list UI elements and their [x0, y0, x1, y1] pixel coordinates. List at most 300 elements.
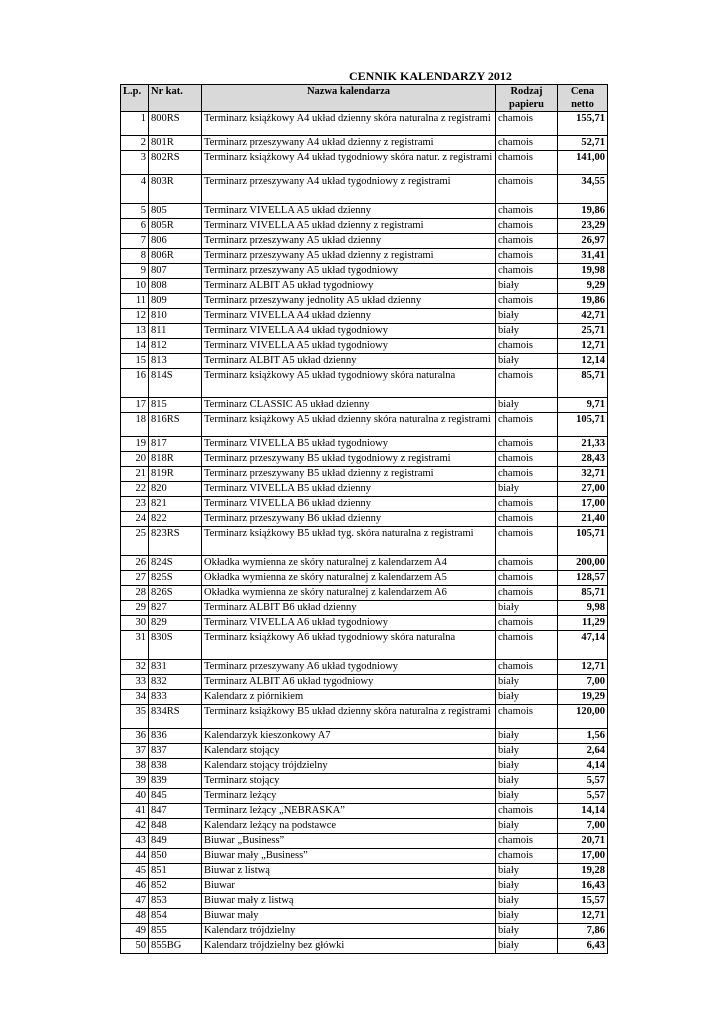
net-price-cell: 9,71: [558, 398, 608, 413]
table-row: [121, 571, 608, 586]
table-row: [121, 437, 608, 452]
catalog-number-cell: 847: [149, 804, 202, 819]
row-number-cell: 4: [121, 175, 149, 204]
calendar-name-cell: Terminarz leżący: [202, 789, 496, 804]
paper-type-cell: chamois: [496, 249, 558, 264]
table-row: [121, 151, 608, 175]
net-price-cell: 28,43: [558, 452, 608, 467]
row-number-cell: 39: [121, 774, 149, 789]
calendar-name-cell: Terminarz VIVELLA A6 układ tygodniowy: [202, 616, 496, 631]
net-price-cell: 31,41: [558, 249, 608, 264]
paper-type-cell: biały: [496, 398, 558, 413]
paper-type-cell: biały: [496, 729, 558, 744]
net-price-cell: 25,71: [558, 324, 608, 339]
table-row: [121, 234, 608, 249]
table-row: [121, 556, 608, 571]
header-catalog-number: Nr kat.: [149, 85, 202, 112]
row-number-cell: 24: [121, 512, 149, 527]
net-price-cell: 21,40: [558, 512, 608, 527]
table-row: [121, 467, 608, 482]
table-row: [121, 279, 608, 294]
row-number-cell: 14: [121, 339, 149, 354]
table-row: [121, 354, 608, 369]
net-price-cell: 14,14: [558, 804, 608, 819]
catalog-number-cell: 849: [149, 834, 202, 849]
paper-type-cell: chamois: [496, 175, 558, 204]
paper-type-cell: biały: [496, 354, 558, 369]
row-number-cell: 45: [121, 864, 149, 879]
calendar-name-cell: Terminarz VIVELLA A4 układ tygodniowy: [202, 324, 496, 339]
table-row: [121, 924, 608, 939]
table-row: [121, 804, 608, 819]
row-number-cell: 32: [121, 660, 149, 675]
row-number-cell: 27: [121, 571, 149, 586]
calendar-name-cell: Terminarz ALBIT A5 układ tygodniowy: [202, 279, 496, 294]
catalog-number-cell: 837: [149, 744, 202, 759]
catalog-number-cell: 853: [149, 894, 202, 909]
paper-type-cell: biały: [496, 675, 558, 690]
calendar-name-cell: Terminarz VIVELLA A5 układ dzienny z registrami: [202, 219, 496, 234]
table-row: [121, 631, 608, 660]
table-row: [121, 675, 608, 690]
paper-type-cell: chamois: [496, 204, 558, 219]
net-price-cell: 26,97: [558, 234, 608, 249]
paper-type-cell: biały: [496, 819, 558, 834]
row-number-cell: 31: [121, 631, 149, 660]
calendar-name-cell: Kalendarz leżący na podstawce: [202, 819, 496, 834]
net-price-cell: 21,33: [558, 437, 608, 452]
paper-type-cell: biały: [496, 909, 558, 924]
net-price-cell: 2,64: [558, 744, 608, 759]
catalog-number-cell: 826S: [149, 586, 202, 601]
net-price-cell: 19,86: [558, 294, 608, 309]
net-price-cell: 19,98: [558, 264, 608, 279]
paper-type-cell: biały: [496, 864, 558, 879]
page-title: CENNIK KALENDARZY 2012: [349, 69, 512, 83]
net-price-cell: 16,43: [558, 879, 608, 894]
net-price-cell: 85,71: [558, 586, 608, 601]
calendar-name-cell: Terminarz leżący „NEBRASKA”: [202, 804, 496, 819]
table-row: [121, 601, 608, 616]
catalog-number-cell: 827: [149, 601, 202, 616]
paper-type-cell: chamois: [496, 151, 558, 175]
calendar-name-cell: Terminarz ALBIT A6 układ tygodniowy: [202, 675, 496, 690]
catalog-number-cell: 830S: [149, 631, 202, 660]
calendar-name-cell: Okładka wymienna ze skóry naturalnej z kalendarzem A6: [202, 586, 496, 601]
paper-type-cell: chamois: [496, 616, 558, 631]
catalog-number-cell: 824S: [149, 556, 202, 571]
catalog-number-cell: 816RS: [149, 413, 202, 437]
paper-type-cell: chamois: [496, 527, 558, 556]
table-row: [121, 294, 608, 309]
calendar-name-cell: Kalendarz stojący trójdzielny: [202, 759, 496, 774]
paper-type-cell: biały: [496, 924, 558, 939]
net-price-cell: 120,00: [558, 705, 608, 729]
table-row: [121, 369, 608, 398]
calendar-name-cell: Terminarz przeszywany A6 układ tygodniowy: [202, 660, 496, 675]
net-price-cell: 5,57: [558, 789, 608, 804]
net-price-cell: 52,71: [558, 136, 608, 151]
paper-type-cell: biały: [496, 690, 558, 705]
net-price-cell: 12,14: [558, 354, 608, 369]
paper-type-cell: chamois: [496, 136, 558, 151]
catalog-number-cell: 817: [149, 437, 202, 452]
row-number-cell: 25: [121, 527, 149, 556]
paper-type-cell: chamois: [496, 264, 558, 279]
paper-type-cell: chamois: [496, 112, 558, 136]
row-number-cell: 38: [121, 759, 149, 774]
calendar-name-cell: Biuwar mały: [202, 909, 496, 924]
table-row: [121, 819, 608, 834]
table-row: [121, 660, 608, 675]
catalog-number-cell: 805R: [149, 219, 202, 234]
paper-type-cell: chamois: [496, 219, 558, 234]
net-price-cell: 23,29: [558, 219, 608, 234]
net-price-cell: 4,14: [558, 759, 608, 774]
paper-type-cell: chamois: [496, 834, 558, 849]
row-number-cell: 36: [121, 729, 149, 744]
catalog-number-cell: 800RS: [149, 112, 202, 136]
paper-type-cell: biały: [496, 482, 558, 497]
table-row: [121, 249, 608, 264]
table-row: [121, 690, 608, 705]
paper-type-cell: chamois: [496, 804, 558, 819]
table-row: [121, 482, 608, 497]
header-net-price: Cena netto: [558, 85, 608, 112]
paper-type-cell: biały: [496, 879, 558, 894]
net-price-cell: 6,43: [558, 939, 608, 954]
table-row: [121, 729, 608, 744]
net-price-cell: 1,56: [558, 729, 608, 744]
row-number-cell: 7: [121, 234, 149, 249]
table-row: [121, 512, 608, 527]
catalog-number-cell: 821: [149, 497, 202, 512]
net-price-cell: 47,14: [558, 631, 608, 660]
catalog-number-cell: 822: [149, 512, 202, 527]
catalog-number-cell: 801R: [149, 136, 202, 151]
net-price-cell: 155,71: [558, 112, 608, 136]
calendar-name-cell: Terminarz przeszywany jednolity A5 układ dzienny: [202, 294, 496, 309]
row-number-cell: 23: [121, 497, 149, 512]
net-price-cell: 19,86: [558, 204, 608, 219]
catalog-number-cell: 819R: [149, 467, 202, 482]
paper-type-cell: biały: [496, 894, 558, 909]
net-price-cell: 27,00: [558, 482, 608, 497]
header-paper-type: Rodzaj papieru: [496, 85, 558, 112]
row-number-cell: 37: [121, 744, 149, 759]
catalog-number-cell: 809: [149, 294, 202, 309]
paper-type-cell: chamois: [496, 294, 558, 309]
catalog-number-cell: 806R: [149, 249, 202, 264]
net-price-cell: 141,00: [558, 151, 608, 175]
table-row: [121, 879, 608, 894]
catalog-number-cell: 855: [149, 924, 202, 939]
calendar-name-cell: Terminarz książkowy A5 układ tygodniowy skóra naturalna: [202, 369, 496, 398]
calendar-name-cell: Terminarz przeszywany A5 układ dzienny z registrami: [202, 249, 496, 264]
table-header-row: [121, 85, 608, 112]
table-row: [121, 136, 608, 151]
calendar-name-cell: Terminarz książkowy A5 układ dzienny skóra naturalna z registrami: [202, 413, 496, 437]
paper-type-cell: biały: [496, 744, 558, 759]
catalog-number-cell: 823RS: [149, 527, 202, 556]
row-number-cell: 50: [121, 939, 149, 954]
catalog-number-cell: 806: [149, 234, 202, 249]
paper-type-cell: chamois: [496, 586, 558, 601]
paper-type-cell: biały: [496, 601, 558, 616]
net-price-cell: 105,71: [558, 527, 608, 556]
catalog-number-cell: 807: [149, 264, 202, 279]
row-number-cell: 3: [121, 151, 149, 175]
net-price-cell: 32,71: [558, 467, 608, 482]
calendar-name-cell: Terminarz przeszywany B5 układ dzienny z registrami: [202, 467, 496, 482]
calendar-name-cell: Terminarz stojący: [202, 774, 496, 789]
net-price-cell: 15,57: [558, 894, 608, 909]
calendar-name-cell: Terminarz przeszywany A5 układ dzienny: [202, 234, 496, 249]
net-price-cell: 17,00: [558, 497, 608, 512]
paper-type-cell: chamois: [496, 512, 558, 527]
catalog-number-cell: 803R: [149, 175, 202, 204]
calendar-name-cell: Biuwar z listwą: [202, 864, 496, 879]
row-number-cell: 21: [121, 467, 149, 482]
catalog-number-cell: 836: [149, 729, 202, 744]
table-row: [121, 309, 608, 324]
row-number-cell: 29: [121, 601, 149, 616]
row-number-cell: 35: [121, 705, 149, 729]
row-number-cell: 17: [121, 398, 149, 413]
row-number-cell: 12: [121, 309, 149, 324]
calendar-name-cell: Kalendarz trójdzielny: [202, 924, 496, 939]
catalog-number-cell: 848: [149, 819, 202, 834]
header-calendar-name: Nazwa kalendarza: [202, 85, 496, 112]
table-row: [121, 789, 608, 804]
calendar-name-cell: Kalendarz trójdzielny bez główki: [202, 939, 496, 954]
calendar-name-cell: Terminarz przeszywany A4 układ dzienny z registrami: [202, 136, 496, 151]
table-row: [121, 339, 608, 354]
catalog-number-cell: 814S: [149, 369, 202, 398]
row-number-cell: 20: [121, 452, 149, 467]
row-number-cell: 30: [121, 616, 149, 631]
calendar-name-cell: Terminarz CLASSIC A5 układ dzienny: [202, 398, 496, 413]
table-row: [121, 894, 608, 909]
row-number-cell: 11: [121, 294, 149, 309]
table-row: [121, 759, 608, 774]
catalog-number-cell: 805: [149, 204, 202, 219]
calendar-name-cell: Terminarz książkowy A4 układ tygodniowy skóra natur. z registrami: [202, 151, 496, 175]
calendar-name-cell: Biuwar mały z listwą: [202, 894, 496, 909]
table-row: [121, 175, 608, 204]
row-number-cell: 26: [121, 556, 149, 571]
catalog-number-cell: 851: [149, 864, 202, 879]
calendar-name-cell: Terminarz VIVELLA A5 układ tygodniowy: [202, 339, 496, 354]
catalog-number-cell: 815: [149, 398, 202, 413]
paper-type-cell: chamois: [496, 452, 558, 467]
catalog-number-cell: 808: [149, 279, 202, 294]
table-row: [121, 497, 608, 512]
catalog-number-cell: 812: [149, 339, 202, 354]
row-number-cell: 28: [121, 586, 149, 601]
paper-type-cell: chamois: [496, 339, 558, 354]
paper-type-cell: chamois: [496, 413, 558, 437]
row-number-cell: 43: [121, 834, 149, 849]
table-row: [121, 834, 608, 849]
calendar-name-cell: Terminarz książkowy B5 układ dzienny skóra naturalna z registrami: [202, 705, 496, 729]
table-row: [121, 452, 608, 467]
row-number-cell: 34: [121, 690, 149, 705]
table-row: [121, 744, 608, 759]
paper-type-cell: biały: [496, 309, 558, 324]
catalog-number-cell: 852: [149, 879, 202, 894]
catalog-number-cell: 838: [149, 759, 202, 774]
net-price-cell: 19,29: [558, 690, 608, 705]
calendar-name-cell: Terminarz książkowy A6 układ tygodniowy skóra naturalna: [202, 631, 496, 660]
table-row: [121, 705, 608, 729]
catalog-number-cell: 825S: [149, 571, 202, 586]
paper-type-cell: chamois: [496, 234, 558, 249]
net-price-cell: 11,29: [558, 616, 608, 631]
row-number-cell: 19: [121, 437, 149, 452]
row-number-cell: 44: [121, 849, 149, 864]
row-number-cell: 5: [121, 204, 149, 219]
row-number-cell: 48: [121, 909, 149, 924]
net-price-cell: 9,98: [558, 601, 608, 616]
catalog-number-cell: 855BG: [149, 939, 202, 954]
catalog-number-cell: 829: [149, 616, 202, 631]
net-price-cell: 7,00: [558, 819, 608, 834]
table-row: [121, 398, 608, 413]
calendar-name-cell: Terminarz książkowy A4 układ dzienny skóra naturalna z registrami: [202, 112, 496, 136]
net-price-cell: 12,71: [558, 339, 608, 354]
row-number-cell: 22: [121, 482, 149, 497]
calendar-name-cell: Biuwar mały „Business”: [202, 849, 496, 864]
net-price-cell: 105,71: [558, 413, 608, 437]
net-price-cell: 20,71: [558, 834, 608, 849]
catalog-number-cell: 818R: [149, 452, 202, 467]
paper-type-cell: chamois: [496, 660, 558, 675]
net-price-cell: 7,86: [558, 924, 608, 939]
table-row: [121, 264, 608, 279]
calendar-name-cell: Terminarz VIVELLA A4 układ dzienny: [202, 309, 496, 324]
net-price-cell: 7,00: [558, 675, 608, 690]
row-number-cell: 49: [121, 924, 149, 939]
calendar-name-cell: Terminarz przeszywany A5 układ tygodniowy: [202, 264, 496, 279]
net-price-cell: 5,57: [558, 774, 608, 789]
paper-type-cell: chamois: [496, 849, 558, 864]
table-row: [121, 112, 608, 136]
catalog-number-cell: 802RS: [149, 151, 202, 175]
net-price-cell: 12,71: [558, 909, 608, 924]
calendar-name-cell: Terminarz VIVELLA B6 układ dzienny: [202, 497, 496, 512]
paper-type-cell: chamois: [496, 497, 558, 512]
net-price-cell: 200,00: [558, 556, 608, 571]
catalog-number-cell: 839: [149, 774, 202, 789]
paper-type-cell: biały: [496, 939, 558, 954]
table-row: [121, 324, 608, 339]
table-row: [121, 527, 608, 556]
calendar-name-cell: Biuwar: [202, 879, 496, 894]
table-row: [121, 616, 608, 631]
row-number-cell: 13: [121, 324, 149, 339]
net-price-cell: 42,71: [558, 309, 608, 324]
catalog-number-cell: 833: [149, 690, 202, 705]
net-price-cell: 19,28: [558, 864, 608, 879]
calendar-name-cell: Terminarz książkowy B5 układ tyg. skóra naturalna z registrami: [202, 527, 496, 556]
price-list-table: [120, 84, 608, 954]
net-price-cell: 9,29: [558, 279, 608, 294]
table-row: [121, 413, 608, 437]
row-number-cell: 10: [121, 279, 149, 294]
table-row: [121, 849, 608, 864]
row-number-cell: 46: [121, 879, 149, 894]
row-number-cell: 2: [121, 136, 149, 151]
net-price-cell: 34,55: [558, 175, 608, 204]
calendar-name-cell: Kalendarzyk kieszonkowy A7: [202, 729, 496, 744]
calendar-name-cell: Terminarz VIVELLA B5 układ dzienny: [202, 482, 496, 497]
calendar-name-cell: Okładka wymienna ze skóry naturalnej z kalendarzem A4: [202, 556, 496, 571]
calendar-name-cell: Kalendarz z piórnikiem: [202, 690, 496, 705]
paper-type-cell: chamois: [496, 571, 558, 586]
calendar-name-cell: Terminarz ALBIT A5 układ dzienny: [202, 354, 496, 369]
row-number-cell: 40: [121, 789, 149, 804]
paper-type-cell: chamois: [496, 467, 558, 482]
net-price-cell: 85,71: [558, 369, 608, 398]
calendar-name-cell: Terminarz ALBIT B6 układ dzienny: [202, 601, 496, 616]
paper-type-cell: biały: [496, 774, 558, 789]
catalog-number-cell: 811: [149, 324, 202, 339]
paper-type-cell: biały: [496, 279, 558, 294]
row-number-cell: 6: [121, 219, 149, 234]
calendar-name-cell: Terminarz VIVELLA B5 układ tygodniowy: [202, 437, 496, 452]
paper-type-cell: chamois: [496, 631, 558, 660]
paper-type-cell: chamois: [496, 437, 558, 452]
table-row: [121, 219, 608, 234]
row-number-cell: 16: [121, 369, 149, 398]
row-number-cell: 15: [121, 354, 149, 369]
paper-type-cell: biały: [496, 789, 558, 804]
calendar-name-cell: Okładka wymienna ze skóry naturalnej z kalendarzem A5: [202, 571, 496, 586]
paper-type-cell: chamois: [496, 705, 558, 729]
calendar-name-cell: Terminarz przeszywany B6 układ dzienny: [202, 512, 496, 527]
net-price-cell: 12,71: [558, 660, 608, 675]
table-row: [121, 864, 608, 879]
net-price-cell: 128,57: [558, 571, 608, 586]
catalog-number-cell: 834RS: [149, 705, 202, 729]
paper-type-cell: chamois: [496, 369, 558, 398]
calendar-name-cell: Kalendarz stojący: [202, 744, 496, 759]
row-number-cell: 41: [121, 804, 149, 819]
calendar-name-cell: Terminarz VIVELLA A5 układ dzienny: [202, 204, 496, 219]
row-number-cell: 9: [121, 264, 149, 279]
catalog-number-cell: 831: [149, 660, 202, 675]
catalog-number-cell: 832: [149, 675, 202, 690]
catalog-number-cell: 810: [149, 309, 202, 324]
catalog-number-cell: 850: [149, 849, 202, 864]
table-row: [121, 909, 608, 924]
table-row: [121, 586, 608, 601]
header-lp: L.p.: [121, 85, 149, 112]
catalog-number-cell: 813: [149, 354, 202, 369]
table-row: [121, 774, 608, 789]
calendar-name-cell: Terminarz przeszywany A4 układ tygodniowy z registrami: [202, 175, 496, 204]
row-number-cell: 42: [121, 819, 149, 834]
row-number-cell: 47: [121, 894, 149, 909]
paper-type-cell: biały: [496, 759, 558, 774]
table-row: [121, 939, 608, 954]
net-price-cell: 17,00: [558, 849, 608, 864]
table-row: [121, 204, 608, 219]
row-number-cell: 8: [121, 249, 149, 264]
catalog-number-cell: 845: [149, 789, 202, 804]
calendar-name-cell: Biuwar „Business”: [202, 834, 496, 849]
